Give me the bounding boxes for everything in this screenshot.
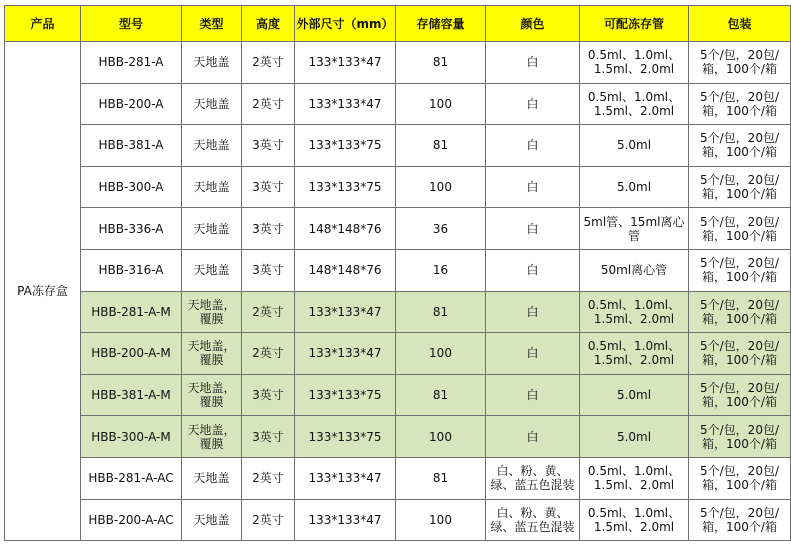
cell-size: 148*148*76 (295, 208, 396, 250)
cell-type: 天地盖 (182, 208, 242, 250)
header-model: 型号 (81, 6, 182, 42)
cell-model: HBB-316-A (81, 249, 182, 291)
cell-size: 133*133*47 (295, 83, 396, 125)
cell-model: HBB-200-A (81, 83, 182, 125)
cell-tubes: 0.5ml、1.0ml、1.5ml、2.0ml (580, 42, 689, 84)
cell-tubes: 0.5ml、1.0ml、1.5ml、2.0ml (580, 291, 689, 333)
cell-color: 白 (486, 249, 580, 291)
cell-capacity: 81 (396, 125, 486, 167)
table-row (5, 125, 791, 167)
cell-model: HBB-200-A-M (81, 333, 182, 375)
cell-model: HBB-300-A-M (81, 416, 182, 458)
cell-color: 白 (486, 374, 580, 416)
cell-type: 天地盖 (182, 83, 242, 125)
cell-model: HBB-200-A-AC (81, 499, 182, 541)
cell-capacity: 81 (396, 374, 486, 416)
header-packing: 包装 (689, 6, 791, 42)
cell-packing: 5个/包，20包/箱，100个/箱 (689, 208, 791, 250)
cell-tubes: 0.5ml、1.0ml、1.5ml、2.0ml (580, 457, 689, 499)
cell-height: 3英寸 (242, 208, 295, 250)
cell-height: 3英寸 (242, 374, 295, 416)
cell-size: 133*133*47 (295, 333, 396, 375)
cell-color: 白 (486, 208, 580, 250)
cell-capacity: 36 (396, 208, 486, 250)
cell-color: 白 (486, 166, 580, 208)
cell-model: HBB-281-A (81, 42, 182, 84)
cell-type: 天地盖 (182, 457, 242, 499)
cell-color: 白 (486, 42, 580, 84)
cell-tubes: 0.5ml、1.0ml、1.5ml、2.0ml (580, 83, 689, 125)
cell-height: 3英寸 (242, 166, 295, 208)
table-row (5, 42, 791, 84)
table-row (5, 499, 791, 541)
cell-packing: 5个/包，20包/箱，100个/箱 (689, 499, 791, 541)
cell-packing: 5个/包，20包/箱，100个/箱 (689, 374, 791, 416)
cell-height: 2英寸 (242, 333, 295, 375)
cell-packing: 5个/包，20包/箱，100个/箱 (689, 42, 791, 84)
cell-tubes: 5.0ml (580, 416, 689, 458)
cell-height: 3英寸 (242, 416, 295, 458)
cell-color: 白 (486, 83, 580, 125)
cell-packing: 5个/包，20包/箱，100个/箱 (689, 83, 791, 125)
cell-model: HBB-300-A (81, 166, 182, 208)
cell-height: 2英寸 (242, 42, 295, 84)
cell-capacity: 100 (396, 83, 486, 125)
cell-capacity: 81 (396, 42, 486, 84)
cell-capacity: 100 (396, 166, 486, 208)
cell-tubes: 0.5ml、1.0ml、1.5ml、2.0ml (580, 499, 689, 541)
cell-size: 133*133*47 (295, 291, 396, 333)
cell-packing: 5个/包，20包/箱，100个/箱 (689, 457, 791, 499)
cell-size: 133*133*75 (295, 374, 396, 416)
cell-size: 133*133*75 (295, 125, 396, 167)
header-capacity: 存储容量 (396, 6, 486, 42)
table-row (5, 249, 791, 291)
table-row (5, 333, 791, 375)
cell-model: HBB-281-A-AC (81, 457, 182, 499)
header-type: 类型 (182, 6, 242, 42)
cell-capacity: 81 (396, 291, 486, 333)
cell-capacity: 100 (396, 499, 486, 541)
header-height: 高度 (242, 6, 295, 42)
cell-height: 3英寸 (242, 249, 295, 291)
cell-size: 133*133*75 (295, 166, 396, 208)
cell-tubes: 5.0ml (580, 374, 689, 416)
cell-capacity: 16 (396, 249, 486, 291)
table-row (5, 457, 791, 499)
table-row (5, 166, 791, 208)
header-product: 产品 (5, 6, 81, 42)
cell-size: 133*133*47 (295, 499, 396, 541)
cell-color: 白 (486, 333, 580, 375)
cell-size: 148*148*76 (295, 249, 396, 291)
header-tubes: 可配冻存管 (580, 6, 689, 42)
cell-packing: 5个/包，20包/箱，100个/箱 (689, 333, 791, 375)
cell-capacity: 100 (396, 333, 486, 375)
cell-type: 天地盖 (182, 249, 242, 291)
table-row (5, 374, 791, 416)
cell-size: 133*133*47 (295, 457, 396, 499)
cell-type: 天地盖 (182, 166, 242, 208)
cell-tubes: 5ml管、15ml离心管 (580, 208, 689, 250)
cell-tubes: 5.0ml (580, 166, 689, 208)
cell-type: 天地盖，覆膜 (182, 333, 242, 375)
cell-size: 133*133*75 (295, 416, 396, 458)
cell-model: HBB-381-A-M (81, 374, 182, 416)
header-color: 颜色 (486, 6, 580, 42)
cell-height: 2英寸 (242, 499, 295, 541)
cell-color: 白、粉、黄、绿、蓝五色混装 (486, 499, 580, 541)
product-name-cell: PA冻存盒 (5, 42, 81, 541)
cell-color: 白 (486, 125, 580, 167)
cell-height: 2英寸 (242, 83, 295, 125)
cell-model: HBB-381-A (81, 125, 182, 167)
cell-height: 2英寸 (242, 457, 295, 499)
table-body (5, 42, 791, 541)
cell-model: HBB-336-A (81, 208, 182, 250)
cell-packing: 5个/包，20包/箱，100个/箱 (689, 291, 791, 333)
product-spec-table (4, 5, 791, 541)
cell-capacity: 100 (396, 416, 486, 458)
cell-height: 2英寸 (242, 291, 295, 333)
cell-tubes: 50ml离心管 (580, 249, 689, 291)
cell-packing: 5个/包，20包/箱，100个/箱 (689, 249, 791, 291)
cell-type: 天地盖，覆膜 (182, 374, 242, 416)
cell-tubes: 0.5ml、1.0ml、1.5ml、2.0ml (580, 333, 689, 375)
cell-packing: 5个/包，20包/箱，100个/箱 (689, 166, 791, 208)
cell-packing: 5个/包，20包/箱，100个/箱 (689, 125, 791, 167)
cell-color: 白 (486, 416, 580, 458)
cell-type: 天地盖，覆膜 (182, 416, 242, 458)
cell-color: 白 (486, 291, 580, 333)
cell-type: 天地盖，覆膜 (182, 291, 242, 333)
cell-tubes: 5.0ml (580, 125, 689, 167)
cell-size: 133*133*47 (295, 42, 396, 84)
cell-height: 3英寸 (242, 125, 295, 167)
table-row (5, 208, 791, 250)
cell-type: 天地盖 (182, 42, 242, 84)
table-row (5, 83, 791, 125)
header-size: 外部尺寸（mm） (295, 6, 396, 42)
cell-packing: 5个/包，20包/箱，100个/箱 (689, 416, 791, 458)
cell-color: 白、粉、黄、绿、蓝五色混装 (486, 457, 580, 499)
header-row (5, 6, 791, 42)
table-row (5, 416, 791, 458)
cell-model: HBB-281-A-M (81, 291, 182, 333)
cell-type: 天地盖 (182, 499, 242, 541)
cell-capacity: 81 (396, 457, 486, 499)
cell-type: 天地盖 (182, 125, 242, 167)
table-row (5, 291, 791, 333)
